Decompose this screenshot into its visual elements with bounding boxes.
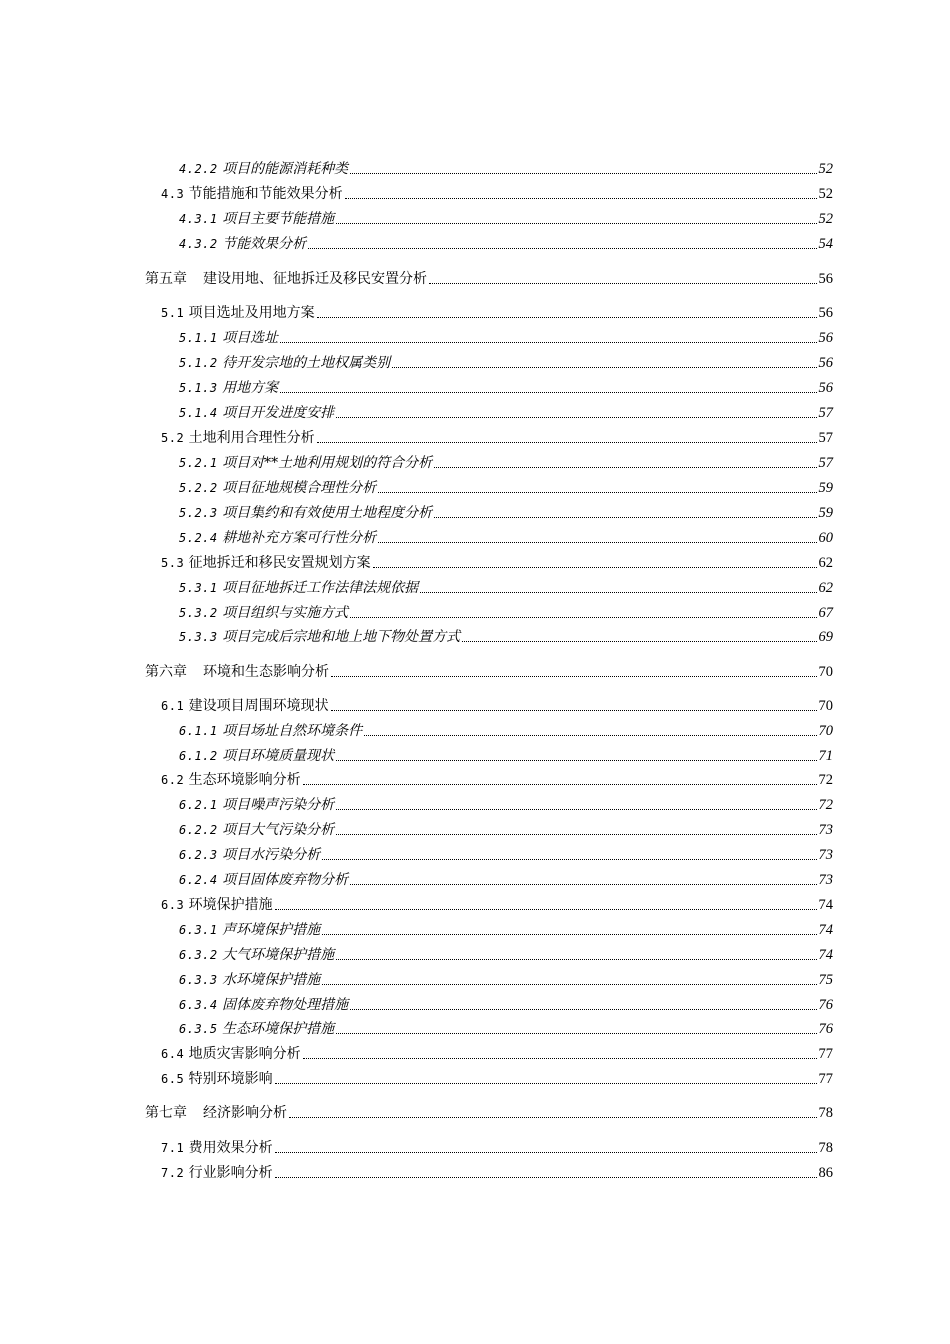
toc-page-number: 56 bbox=[818, 355, 833, 371]
toc-page-number: 72 bbox=[818, 772, 833, 788]
toc-section-entry[interactable] bbox=[161, 767, 833, 789]
toc-subsection-entry[interactable] bbox=[179, 231, 833, 253]
toc-entry-title bbox=[161, 697, 331, 715]
toc-page-number: 52 bbox=[818, 211, 833, 227]
toc-dot-leader bbox=[317, 317, 817, 318]
toc-entry-text: 项目主要节能措施 bbox=[222, 211, 335, 227]
toc-dot-leader bbox=[378, 492, 816, 493]
toc-entry-text: 水环境保护措施 bbox=[222, 972, 321, 988]
toc-section-entry[interactable] bbox=[161, 181, 833, 203]
toc-entry-text: 项目水污染分析 bbox=[222, 847, 321, 863]
toc-entry-number: 6.1 bbox=[161, 699, 185, 713]
toc-entry-title bbox=[145, 1104, 289, 1122]
toc-dot-leader bbox=[420, 592, 816, 593]
toc-entry-text: 节能措施和节能效果分析 bbox=[188, 186, 343, 202]
toc-entry-number: 6.3 bbox=[161, 898, 185, 912]
toc-entry-text: 环境和生态影响分析 bbox=[203, 664, 329, 680]
toc-subsection-entry[interactable] bbox=[179, 350, 833, 372]
toc-dot-leader bbox=[345, 198, 817, 199]
toc-page-number: 59 bbox=[818, 480, 833, 496]
toc-page-number: 74 bbox=[818, 922, 833, 938]
toc-page-number: 67 bbox=[818, 605, 833, 621]
toc-dot-leader bbox=[350, 173, 816, 174]
toc-dot-leader bbox=[378, 542, 816, 543]
toc-entry-number: 5.2.4 bbox=[179, 531, 218, 545]
toc-entry-text: 待开发宗地的土地权属类别 bbox=[222, 355, 391, 371]
toc-entry-text: 项目组织与实施方式 bbox=[222, 605, 349, 621]
toc-page-number: 60 bbox=[818, 530, 833, 546]
toc-entry-number: 5.2 bbox=[161, 431, 185, 445]
toc-entry-title bbox=[145, 270, 429, 288]
toc-entry-number: 5.1.3 bbox=[179, 381, 218, 395]
toc-subsection-entry[interactable] bbox=[179, 967, 833, 989]
toc-entry-text: 节能效果分析 bbox=[222, 236, 307, 252]
toc-subsection-entry[interactable] bbox=[179, 718, 833, 740]
toc-dot-leader bbox=[336, 834, 816, 835]
toc-page-number: 74 bbox=[818, 947, 833, 963]
toc-entry-text: 土地利用合理性分析 bbox=[188, 430, 315, 446]
toc-dot-leader bbox=[289, 1117, 817, 1118]
toc-entry-text: 项目选址及用地方案 bbox=[188, 305, 315, 321]
toc-dot-leader bbox=[429, 283, 817, 284]
toc-entry-number: 5.2.2 bbox=[179, 481, 218, 495]
toc-page-number: 76 bbox=[818, 1021, 833, 1037]
toc-entry-title bbox=[179, 354, 392, 372]
toc-dot-leader bbox=[336, 417, 816, 418]
toc-entry-text: 项目固体废弃物分析 bbox=[222, 872, 349, 888]
toc-page-number: 57 bbox=[818, 455, 833, 471]
toc-entry-title bbox=[179, 722, 364, 740]
toc-entry-text: 项目对**土地利用规划的符合分析 bbox=[222, 455, 433, 471]
toc-entry-number: 6.2.3 bbox=[179, 848, 218, 862]
toc-dot-leader bbox=[462, 641, 816, 642]
toc-page-number: 71 bbox=[818, 748, 833, 764]
toc-entry-number: 6.3.5 bbox=[179, 1022, 218, 1036]
toc-dot-leader bbox=[303, 1058, 817, 1059]
toc-entry-number: 5.1.4 bbox=[179, 406, 218, 420]
toc-entry-title bbox=[161, 1070, 275, 1088]
toc-dot-leader bbox=[280, 392, 816, 393]
toc-subsection-entry[interactable] bbox=[179, 156, 833, 178]
toc-page-number: 76 bbox=[818, 997, 833, 1013]
toc-entry-title bbox=[179, 1020, 336, 1038]
toc-entry-title bbox=[179, 579, 420, 597]
toc-page-number: 56 bbox=[818, 380, 833, 396]
toc-entry-title bbox=[179, 971, 322, 989]
toc-entry-text: 项目场址自然环境条件 bbox=[222, 723, 363, 739]
toc-page-number: 73 bbox=[818, 872, 833, 888]
toc-entry-number: 6.3.4 bbox=[179, 998, 218, 1012]
toc-entry-title bbox=[179, 504, 434, 522]
toc-subsection-entry[interactable] bbox=[179, 575, 833, 597]
toc-entry-title bbox=[179, 871, 350, 889]
toc-entry-text: 费用效果分析 bbox=[188, 1140, 273, 1156]
toc-chapter-entry[interactable] bbox=[145, 266, 833, 288]
toc-entry-text: 用地方案 bbox=[222, 380, 279, 396]
toc-dot-leader bbox=[336, 809, 816, 810]
toc-entry-title bbox=[161, 1045, 303, 1063]
toc-section-entry[interactable] bbox=[161, 1041, 833, 1063]
toc-subsection-entry[interactable] bbox=[179, 624, 833, 646]
toc-page-number: 70 bbox=[818, 664, 833, 680]
toc-entry-number: 5.3.2 bbox=[179, 606, 218, 620]
toc-entry-number: 4.3.2 bbox=[179, 237, 218, 251]
toc-dot-leader bbox=[350, 884, 816, 885]
toc-page-number: 69 bbox=[818, 629, 833, 645]
toc-subsection-entry[interactable] bbox=[179, 942, 833, 964]
toc-entry-title bbox=[179, 235, 308, 253]
toc-dot-leader bbox=[336, 1033, 816, 1034]
toc-entry-title bbox=[179, 996, 350, 1014]
toc-entry-number: 4.3.1 bbox=[179, 212, 218, 226]
toc-page-number: 77 bbox=[818, 1046, 833, 1062]
toc-entry-title bbox=[179, 379, 280, 397]
toc-page-number: 57 bbox=[818, 405, 833, 421]
toc-entry-text: 项目选址 bbox=[222, 330, 279, 346]
toc-entry-title bbox=[179, 329, 280, 347]
toc-page-number: 73 bbox=[818, 822, 833, 838]
toc-subsection-entry[interactable] bbox=[179, 525, 833, 547]
toc-entry-title bbox=[179, 604, 350, 622]
toc-subsection-entry[interactable] bbox=[179, 475, 833, 497]
toc-page-number: 73 bbox=[818, 847, 833, 863]
toc-entry-number: 6.4 bbox=[161, 1047, 185, 1061]
toc-entry-number: 6.2.4 bbox=[179, 873, 218, 887]
toc-page-number: 72 bbox=[818, 797, 833, 813]
toc-entry-title bbox=[179, 628, 462, 646]
toc-entry-number: 6.3.1 bbox=[179, 923, 218, 937]
toc-entry-number: 5.3.1 bbox=[179, 581, 218, 595]
toc-entry-number: 6.2.1 bbox=[179, 798, 218, 812]
toc-entry-title bbox=[179, 210, 336, 228]
toc-entry-text: 固体废弃物处理措施 bbox=[222, 997, 349, 1013]
toc-entry-text: 项目征地拆迁工作法律法规依据 bbox=[222, 580, 419, 596]
toc-page-number: 56 bbox=[818, 330, 833, 346]
toc-subsection-entry[interactable] bbox=[179, 992, 833, 1014]
toc-entry-title bbox=[161, 1164, 275, 1182]
toc-entry-title bbox=[145, 663, 331, 681]
toc-subsection-entry[interactable] bbox=[179, 1016, 833, 1038]
toc-entry-title bbox=[179, 921, 322, 939]
toc-dot-leader bbox=[322, 984, 816, 985]
toc-subsection-entry[interactable] bbox=[179, 325, 833, 347]
toc-page-number: 75 bbox=[818, 972, 833, 988]
toc-chapter-entry[interactable] bbox=[145, 659, 833, 681]
toc-entry-title bbox=[179, 796, 336, 814]
toc-entry-title bbox=[161, 429, 317, 447]
toc-entry-number: 5.3.3 bbox=[179, 630, 218, 644]
toc-section-entry[interactable] bbox=[161, 425, 833, 447]
toc-dot-leader bbox=[336, 959, 816, 960]
toc-dot-leader bbox=[275, 1152, 817, 1153]
toc-entry-title bbox=[161, 1139, 275, 1157]
toc-entry-text: 建设项目周围环境现状 bbox=[188, 698, 329, 714]
toc-entry-text: 项目完成后宗地和地上地下物处置方式 bbox=[222, 629, 461, 645]
toc-section-entry[interactable] bbox=[161, 300, 833, 322]
toc-dot-leader bbox=[317, 442, 817, 443]
toc-page-number: 78 bbox=[818, 1105, 833, 1121]
toc-page-number: 56 bbox=[818, 271, 833, 287]
toc-entry-text: 生态环境影响分析 bbox=[188, 772, 301, 788]
toc-entry-text: 环境保护措施 bbox=[188, 897, 273, 913]
toc-dot-leader bbox=[275, 1083, 817, 1084]
toc-entry-number: 6.3.3 bbox=[179, 973, 218, 987]
toc-entry-number: 5.1.2 bbox=[179, 356, 218, 370]
toc-entry-text: 特别环境影响 bbox=[188, 1071, 273, 1087]
toc-entry-number: 5.1.1 bbox=[179, 331, 218, 345]
toc-entry-title bbox=[161, 304, 317, 322]
toc-entry-title bbox=[179, 821, 336, 839]
toc-page-number: 62 bbox=[818, 555, 833, 571]
toc-dot-leader bbox=[350, 617, 816, 618]
toc-page-number: 52 bbox=[818, 186, 833, 202]
toc-entry-number: 6.1.1 bbox=[179, 724, 218, 738]
toc-entry-text: 生态环境保护措施 bbox=[222, 1021, 335, 1037]
toc-entry-title bbox=[179, 529, 378, 547]
toc-subsection-entry[interactable] bbox=[179, 817, 833, 839]
toc-entry-number: 4.2.2 bbox=[179, 162, 218, 176]
toc-entry-number: 7.1 bbox=[161, 1141, 185, 1155]
toc-entry-title bbox=[161, 896, 275, 914]
toc-entry-number: 4.3 bbox=[161, 187, 185, 201]
toc-section-entry[interactable] bbox=[161, 1135, 833, 1157]
toc-entry-text: 项目噪声污染分析 bbox=[222, 797, 335, 813]
toc-subsection-entry[interactable] bbox=[179, 206, 833, 228]
toc-page-number: 62 bbox=[818, 580, 833, 596]
toc-dot-leader bbox=[336, 223, 816, 224]
toc-subsection-entry[interactable] bbox=[179, 867, 833, 889]
toc-entry-text: 征地拆迁和移民安置规划方案 bbox=[188, 555, 371, 571]
toc-page-number: 52 bbox=[818, 161, 833, 177]
toc-entry-number: 5.1 bbox=[161, 306, 185, 320]
toc-entry-title bbox=[161, 554, 373, 572]
toc-subsection-entry[interactable] bbox=[179, 375, 833, 397]
toc-entry-title bbox=[179, 846, 322, 864]
toc-entry-title bbox=[161, 185, 345, 203]
toc-dot-leader bbox=[373, 567, 817, 568]
toc-entry-title bbox=[179, 404, 336, 422]
toc-dot-leader bbox=[308, 248, 816, 249]
toc-dot-leader bbox=[322, 859, 816, 860]
toc-entry-title bbox=[179, 454, 434, 472]
toc-entry-number: 5.2.1 bbox=[179, 456, 218, 470]
toc-page-number: 74 bbox=[818, 897, 833, 913]
toc-entry-text: 项目开发进度安排 bbox=[222, 405, 335, 421]
toc-subsection-entry[interactable] bbox=[179, 450, 833, 472]
toc-subsection-entry[interactable] bbox=[179, 500, 833, 522]
toc-page-number: 57 bbox=[818, 430, 833, 446]
toc-subsection-entry[interactable] bbox=[179, 842, 833, 864]
toc-page-number: 86 bbox=[818, 1165, 833, 1181]
toc-dot-leader bbox=[434, 467, 816, 468]
toc-page-number: 54 bbox=[818, 236, 833, 252]
toc-entry-number: 第六章 bbox=[145, 664, 187, 680]
toc-section-entry[interactable] bbox=[161, 1066, 833, 1088]
toc-entry-text: 建设用地、征地拆迁及移民安置分析 bbox=[203, 271, 427, 287]
toc-entry-title bbox=[179, 946, 336, 964]
toc-section-entry[interactable] bbox=[161, 1160, 833, 1182]
toc-section-entry[interactable] bbox=[161, 550, 833, 572]
toc-entry-text: 项目环境质量现状 bbox=[222, 748, 335, 764]
toc-page-number: 56 bbox=[818, 305, 833, 321]
toc-entry-number: 第五章 bbox=[145, 271, 187, 287]
toc-dot-leader bbox=[350, 1009, 816, 1010]
toc-subsection-entry[interactable] bbox=[179, 400, 833, 422]
toc-entry-number: 5.3 bbox=[161, 556, 185, 570]
toc-dot-leader bbox=[280, 342, 816, 343]
toc-dot-leader bbox=[331, 710, 817, 711]
toc-section-entry[interactable] bbox=[161, 892, 833, 914]
toc-entry-number: 6.1.2 bbox=[179, 749, 218, 763]
toc-page-number: 78 bbox=[818, 1140, 833, 1156]
toc-entry-text: 经济影响分析 bbox=[203, 1105, 287, 1121]
toc-subsection-entry[interactable] bbox=[179, 600, 833, 622]
toc-entry-title bbox=[179, 479, 378, 497]
toc-entry-text: 地质灾害影响分析 bbox=[188, 1046, 301, 1062]
toc-entry-title bbox=[179, 160, 350, 178]
toc-entry-text: 项目征地规模合理性分析 bbox=[222, 480, 377, 496]
toc-entry-text: 声环境保护措施 bbox=[222, 922, 321, 938]
toc-entry-number: 5.2.3 bbox=[179, 506, 218, 520]
toc-entry-text: 项目大气污染分析 bbox=[222, 822, 335, 838]
toc-dot-leader bbox=[275, 909, 817, 910]
toc-page-number: 70 bbox=[818, 723, 833, 739]
toc-subsection-entry[interactable] bbox=[179, 792, 833, 814]
toc-dot-leader bbox=[275, 1177, 817, 1178]
toc-entry-number: 6.5 bbox=[161, 1072, 185, 1086]
toc-dot-leader bbox=[322, 934, 816, 935]
toc-subsection-entry[interactable] bbox=[179, 917, 833, 939]
toc-entry-number: 第七章 bbox=[145, 1105, 187, 1121]
toc-entry-number: 6.3.2 bbox=[179, 948, 218, 962]
toc-dot-leader bbox=[364, 735, 816, 736]
toc-entry-number: 6.2.2 bbox=[179, 823, 218, 837]
toc-page-number: 70 bbox=[818, 698, 833, 714]
toc-dot-leader bbox=[434, 517, 816, 518]
toc-entry-number: 7.2 bbox=[161, 1166, 185, 1180]
toc-entry-number: 6.2 bbox=[161, 773, 185, 787]
toc-section-entry[interactable] bbox=[161, 693, 833, 715]
toc-entry-text: 项目集约和有效使用土地程度分析 bbox=[222, 505, 433, 521]
toc-entry-title bbox=[161, 771, 303, 789]
toc-dot-leader bbox=[331, 676, 817, 677]
toc-page-number: 59 bbox=[818, 505, 833, 521]
toc-page-number: 77 bbox=[818, 1071, 833, 1087]
toc-entry-text: 行业影响分析 bbox=[188, 1165, 273, 1181]
toc-dot-leader bbox=[336, 760, 816, 761]
toc-dot-leader bbox=[392, 367, 816, 368]
toc-dot-leader bbox=[303, 784, 817, 785]
toc-entry-text: 大气环境保护措施 bbox=[222, 947, 335, 963]
toc-entry-title bbox=[179, 747, 336, 765]
toc-entry-text: 项目的能源消耗种类 bbox=[222, 161, 349, 177]
toc-chapter-entry[interactable] bbox=[145, 1100, 833, 1122]
toc-entry-text: 耕地补充方案可行性分析 bbox=[222, 530, 377, 546]
toc-subsection-entry[interactable] bbox=[179, 743, 833, 765]
